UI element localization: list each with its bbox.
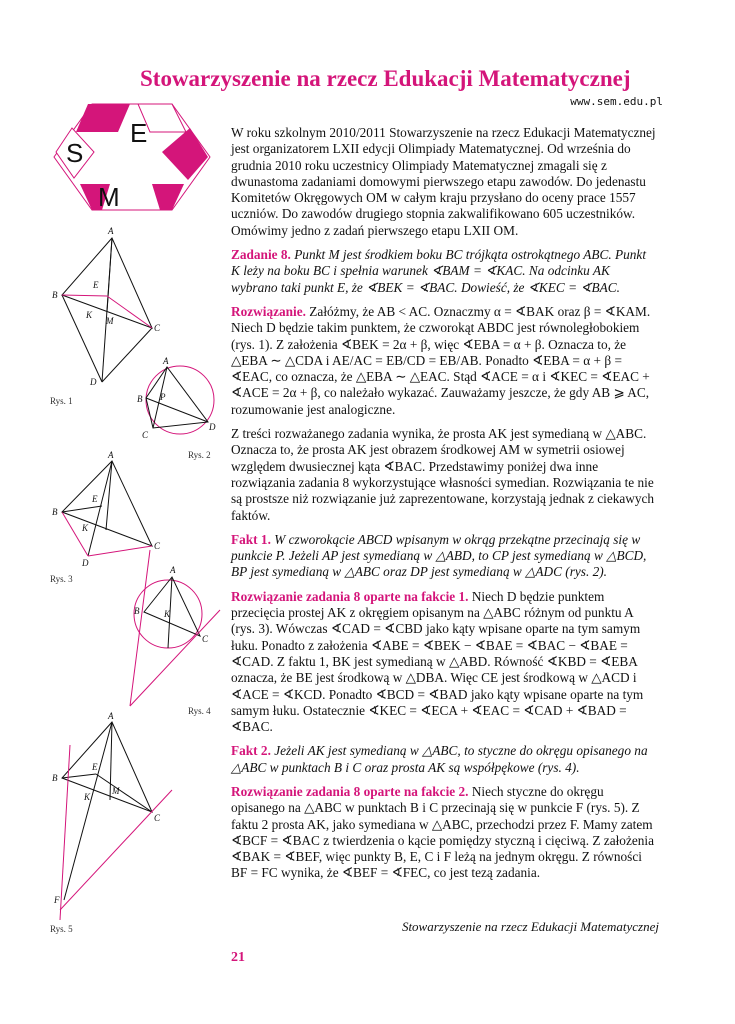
task-text: Punkt M jest środkiem boku BC trójkąta ostrokątnego ABC. Punkt K leży na boku BC i spełnia warunek ∢BAM = ∢KAC. Na odcinku AK wybrano taki punkt E, że ∢BEK = ∢BAC. Dowieść, że ∢KEC = ∢BAC. [231,247,647,295]
svg-text:E: E [93,280,99,290]
figure-rys1 [62,238,152,382]
svg-text:C: C [142,430,149,440]
svg-text:M: M [106,316,114,326]
figure-label-rys2: Rys. 2 [188,450,211,460]
svg-text:B: B [137,394,143,404]
svg-text:D: D [209,422,216,432]
figure-label-rys5: Rys. 5 [50,924,73,934]
footer-org: Stowarzyszenie na rzecz Edukacji Matematycznej [401,919,659,934]
page-header-title: Stowarzyszenie na rzecz Edukacji Matematycznej [140,66,631,91]
svg-text:K: K [164,609,171,619]
solution2-text: Niech styczne do okręgu opisanego na △ABC w punktach B i C przecinają się w punkcie F (rys. 5). Z faktu 2 prosta AK, jako symediana w △ABC, przechodzi przez F. Mamy zatem ∢BCF = ∢BAC z twierdzenia o kącie pomiędzy styczną i cięciwą. Z założenia ∢BAK = ∢BEF, więc punkty B, E, C i F leżą na jednym okręgu. Z równości BF = FC wynika, że ∢BEF = ∢FEC, co jest tezą zadania. [231,783,655,881]
svg-text:C: C [202,634,209,644]
svg-text:P: P [160,392,166,402]
fakt2-paragraph [231,743,658,776]
svg-text:A: A [108,711,114,721]
page-number: 21 [231,950,245,965]
svg-text:A: A [108,450,114,460]
logo-letter-e: E [130,118,148,148]
task-label: Zadanie 8. [231,247,291,263]
solution2-paragraph [231,784,658,882]
svg-text:K: K [82,523,89,533]
svg-text:M: M [112,786,120,796]
svg-text:B: B [52,507,58,517]
figure-label-rys4: Rys. 4 [188,706,211,716]
svg-text:E: E [92,494,98,504]
solution-paragraph [231,304,658,418]
svg-text:C: C [154,541,161,551]
svg-text:D: D [90,377,97,387]
fakt2-label: Fakt 2. [231,743,271,759]
svg-text:B: B [52,290,58,300]
solution1-text: Niech D będzie punktem przecięcia prostej AK z okręgiem opisanym na △ABC różnym od punktu A (rys. 3). Wówczas ∢CAD = ∢CBD jako kąty wpisane oparte na tym samym łuku. Ponadto z założenia ∢ABE = ∢BEK − ∢BAE = ∢BAC − ∢BAE = ∢CAD. Z faktu 1, BK jest symedianą w △ABD. Równość ∢KBD = ∢EBA oznacza, że BE jest środkową w △DBA. Więc CE jest środkową w △ACD i ∢ACE = ∢KCD. Ponadto ∢BCD = ∢BAD jako kąty wpisane oparte na tym samym łuku. Ostatecznie ∢KEC = ∢ECA + ∢EAC = ∢CAD + ∢BAD = ∢BAC. [231,588,644,735]
svg-text:A: A [108,226,114,236]
solution-text: Załóżmy, że AB < AC. Oznaczmy α = ∢BAK oraz β = ∢KAM. Niech D będzie takim punktem, że czworokąt ABDC jest równoległobokiem (rys. 1). Z założenia ∢BEK = 2α + β, więc ∢EBA = α + β. Oznacza to, że △EBA ∼ △CDA i AE/AC = EB/CD = EB/AB. Ponadto ∢EBA = α + β = ∢EAC, co oznacza, że △EBA ∼ △EAC. Stąd ∢ACE = α i ∢KEC = ∢EAC + ∢ACE = 2α + β, co należało wykazać. Zauważamy jeszcze, że gdy AB ⩾ AC, rozumowanie jest analogiczne. [231,303,651,417]
logo-letter-s: S [66,138,84,168]
fakt2-text: Jeżeli AK jest symedianą w △ABC, to styczne do okręgu opisanego na △ABC w punktach B i C oraz prosta AK są współpękowe (rys. 4). [231,743,648,775]
figure-label-rys3: Rys. 3 [50,574,73,584]
svg-text:E: E [92,762,98,772]
symmedian-paragraph: Z treści rozważanego zadania wynika, że prosta AK jest symedianą w △ABC. Oznacza to, że prosta AK jest obrazem środkowej AM w symetrii osiowej względem dwusiecznej kąta ∢BAC. Przedstawimy poniżej dwa inne rozwiązania zadania 8 wykorzystujące własności symedian. Rozwiązania te nie są prostsze niż rozwiązanie już zaprezentowane, korzystają jednak z ciekawych faktów. [231,426,655,523]
solution1-label: Rozwiązanie zadania 8 oparte na fakcie 1. [231,588,469,604]
fakt1-label: Fakt 1. [231,531,271,547]
figure-rys2 [146,366,214,434]
intro-paragraph: W roku szkolnym 2010/2011 Stowarzyszenie na rzecz Edukacji Matematycznej jest organizatorem LXII edycji Olimpiady Matematycznej. Od września do grudnia 2010 roku uczestnicy Olimpiady Matematycznej zmagali się z dwunastoma zadaniami domowymi pierwszego etapu zawodów. Do jedenastu Komitetów Okręgowych OM w całym kraju przysłano do oceny prace 1557 uczniów. Do zawodów drugiego stopnia zakwalifikowano 605 uczestników. Omówimy jedno z zadań pierwszego etapu LXII OM. [231,125,656,238]
solution1-paragraph [231,589,658,736]
solution2-label: Rozwiązanie zadania 8 oparte na fakcie 2. [231,783,469,799]
article-body [231,125,658,890]
figure-label-rys1: Rys. 1 [50,396,73,406]
svg-text:K: K [86,310,93,320]
svg-text:B: B [134,606,140,616]
svg-text:D: D [82,558,89,568]
svg-text:K: K [84,792,91,802]
svg-text:C: C [154,813,161,823]
figures-column [40,0,230,1024]
task-paragraph [231,247,658,296]
svg-text:C: C [154,323,161,333]
fakt1-paragraph [231,532,658,581]
svg-text:F: F [54,895,60,905]
svg-text:B: B [52,773,58,783]
svg-text:A: A [163,356,169,366]
solution-label: Rozwiązanie. [231,303,306,319]
svg-text:A: A [170,565,176,575]
logo-letter-m: M [98,182,120,212]
figure-rys3 [62,461,152,556]
fakt1-text: W czworokącie ABCD wpisanym w okrąg przekątne przecinają się w punkcie P. Jeżeli AP jest symedianą w △ABD, to CP jest symedianą w △BCD, BP jest symedianą w △ABC oraz DP jest symedianą w △ADC (rys. 2). [231,531,647,580]
header-url[interactable]: www.sem.edu.pl [570,95,663,108]
